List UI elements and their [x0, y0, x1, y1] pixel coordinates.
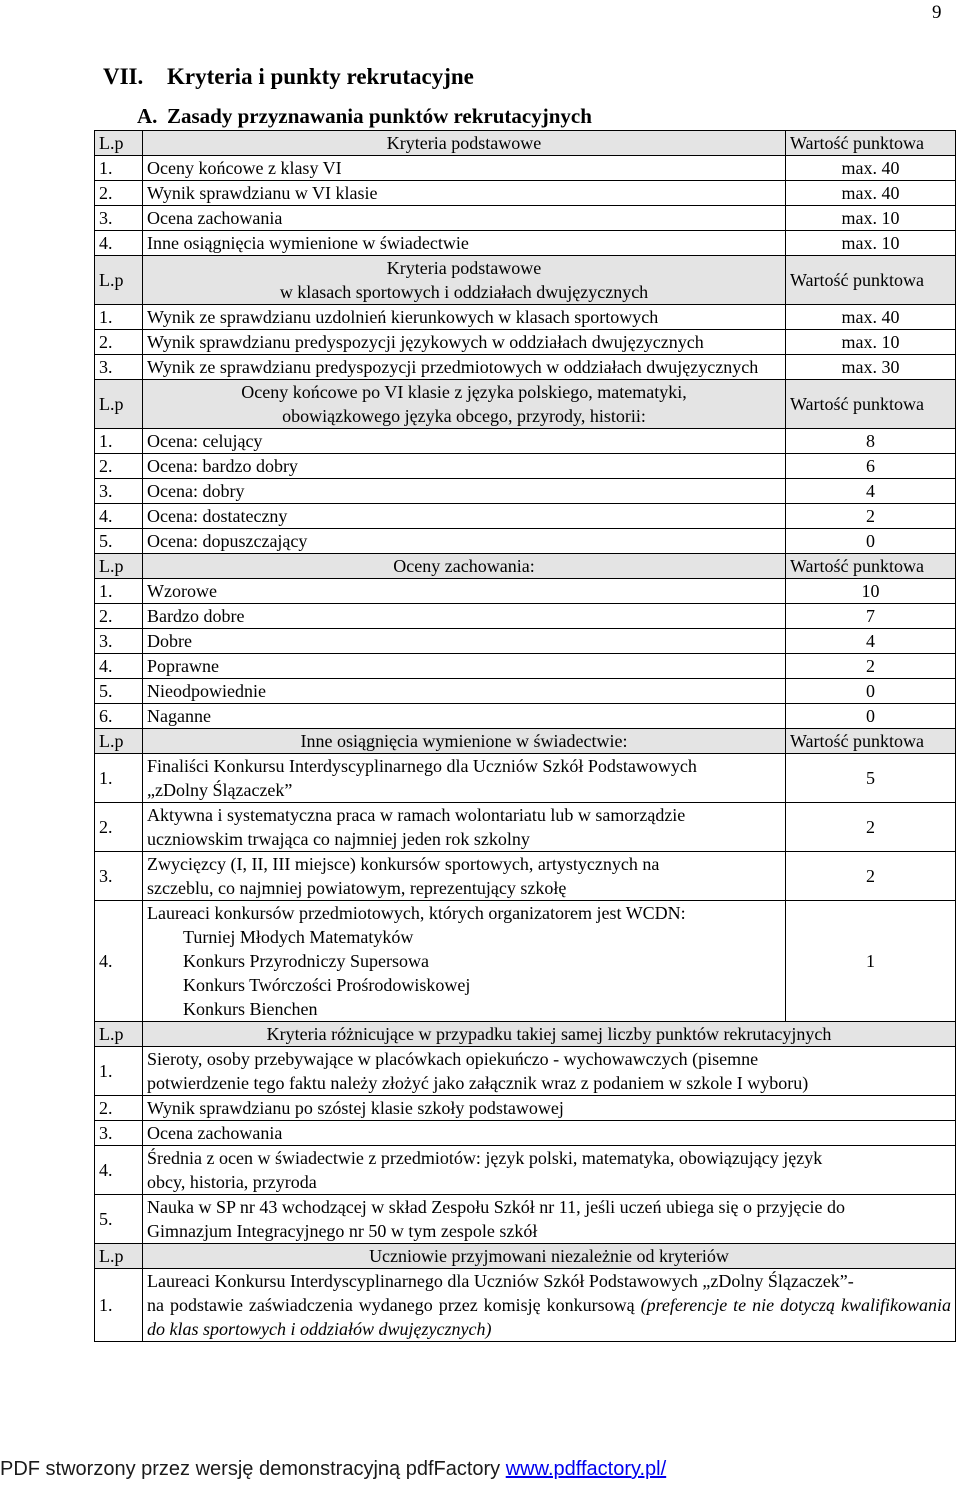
table-row [95, 754, 956, 803]
page-number: 9 [932, 2, 942, 23]
row-value: 2 [786, 504, 956, 529]
lp-header: L.p [95, 729, 143, 754]
row-value: 1 [786, 901, 956, 1022]
value-header: Wartość punktowa [786, 131, 956, 156]
row-label [143, 1047, 956, 1096]
header-row [95, 554, 956, 579]
row-label: Naganne [143, 704, 786, 729]
row-label: Inne osiągnięcia wymienione w świadectwie [143, 231, 786, 256]
header-row [95, 131, 956, 156]
table-row [95, 1195, 956, 1244]
row-number: 5. [95, 679, 143, 704]
row-number: 4. [95, 1146, 143, 1195]
table-row [95, 529, 956, 554]
row-label [143, 1146, 956, 1195]
row-value: 6 [786, 454, 956, 479]
table-row [95, 704, 956, 729]
row-number: 3. [95, 852, 143, 901]
row-label: Bardzo dobre [143, 604, 786, 629]
criteria-table [94, 130, 956, 1342]
table-row [95, 654, 956, 679]
row-number: 4. [95, 654, 143, 679]
row-number: 4. [95, 231, 143, 256]
lp-header: L.p [95, 131, 143, 156]
section-number: A. [137, 104, 158, 128]
row-label: Dobre [143, 629, 786, 654]
row-label [143, 1269, 956, 1342]
header-row [95, 729, 956, 754]
lp-header: L.p [95, 1022, 143, 1047]
row-label-line: Zwycięzcy (I, II, III miejsce) konkursów sportowych, artystycznych na [147, 854, 660, 874]
row-label: Ocena: bardzo dobry [143, 454, 786, 479]
criteria-header: Oceny zachowania: [143, 554, 786, 579]
row-value: max. 40 [786, 305, 956, 330]
criteria-header: Kryteria podstawowe [143, 131, 786, 156]
lp-header: L.p [95, 554, 143, 579]
table-row [95, 305, 956, 330]
section-heading [137, 104, 592, 129]
row-label-line: Aktywna i systematyczna praca w ramach wolontariatu lub w samorządzie [147, 805, 686, 825]
table-row [95, 206, 956, 231]
row-label: Nieodpowiednie [143, 679, 786, 704]
footer-text: PDF stworzony przez wersję demonstracyjną pdfFactory [0, 1458, 506, 1480]
lp-header: L.p [95, 1244, 143, 1269]
table-row [95, 1096, 956, 1121]
table-row [95, 1121, 956, 1146]
value-header: Wartość punktowa [786, 729, 956, 754]
row-number: 5. [95, 529, 143, 554]
row-label-line: Nauka w SP nr 43 wchodzącej w skład Zespołu Szkół nr 11, jeśli uczeń ubiega się o przyjęcie do [147, 1197, 845, 1217]
row-label: Wynik sprawdzianu predyspozycji językowych w oddziałach dwujęzycznych [143, 330, 786, 355]
chapter-heading [103, 64, 474, 90]
header-row [95, 380, 956, 429]
row-number: 4. [95, 504, 143, 529]
row-value: 2 [786, 852, 956, 901]
row-label: Wzorowe [143, 579, 786, 604]
row-value: max. 10 [786, 330, 956, 355]
row-label [143, 803, 786, 852]
value-header: Wartość punktowa [786, 554, 956, 579]
table-row [95, 604, 956, 629]
lp-header: L.p [95, 380, 143, 429]
row-label: Ocena: dopuszczający [143, 529, 786, 554]
row-label-line: Ocena zachowania [147, 1123, 283, 1143]
row-label [143, 852, 786, 901]
row-value: max. 10 [786, 231, 956, 256]
row-label [143, 1096, 956, 1121]
row-value: max. 30 [786, 355, 956, 380]
header-row [95, 1244, 956, 1269]
row-number: 1. [95, 429, 143, 454]
row-label-line: na podstawie zaświadczenia wydanego przez komisję konkursową [147, 1295, 635, 1315]
row-label-line: Sieroty, osoby przebywające w placówkach opiekuńczo - wychowawczych (pisemne [147, 1049, 759, 1069]
table-row [95, 454, 956, 479]
header-line: Oceny końcowe po VI klasie z języka polskiego, matematyki, [241, 382, 687, 402]
table-row [95, 803, 956, 852]
contest-item: Konkurs Bienchen [183, 999, 318, 1019]
table-row [95, 156, 956, 181]
criteria-header [143, 256, 786, 305]
row-value: 2 [786, 654, 956, 679]
table-row [95, 579, 956, 604]
header-line: obowiązkowego języka obcego, przyrody, historii: [282, 406, 646, 426]
row-number: 6. [95, 704, 143, 729]
section-title: Zasady przyznawania punktów rekrutacyjnych [167, 104, 592, 128]
row-number: 5. [95, 1195, 143, 1244]
row-number: 2. [95, 330, 143, 355]
table-row [95, 504, 956, 529]
value-header: Wartość punktowa [786, 256, 956, 305]
row-label: Ocena zachowania [143, 206, 786, 231]
row-note: (preferencje te nie dotyczą kwalifikowania do klas sportowych i oddziałów dwujęzycznych) [147, 1295, 952, 1339]
row-value: 0 [786, 679, 956, 704]
row-label: Wynik ze sprawdzianu uzdolnień kierunkowych w klasach sportowych [143, 305, 786, 330]
row-number: 2. [95, 604, 143, 629]
table-row [95, 429, 956, 454]
table-row [95, 1146, 956, 1195]
pdf-footer [0, 1458, 666, 1481]
row-value: 4 [786, 629, 956, 654]
table-row [95, 852, 956, 901]
table-row [95, 231, 956, 256]
row-number: 2. [95, 454, 143, 479]
row-number: 2. [95, 181, 143, 206]
row-label [143, 1121, 956, 1146]
row-number: 2. [95, 803, 143, 852]
header-line: w klasach sportowych i oddziałach dwujęzycznych [279, 282, 649, 302]
row-label-line: Finaliści Konkursu Interdyscyplinarnego dla Uczniów Szkół Podstawowych [147, 756, 697, 776]
row-value: 0 [786, 529, 956, 554]
row-value: 4 [786, 479, 956, 504]
table-row [95, 1047, 956, 1096]
value-header: Wartość punktowa [786, 380, 956, 429]
row-label-line: Laureaci Konkursu Interdyscyplinarnego dla Uczniów Szkół Podstawowych „zDolny Ślązaczek”- [147, 1271, 854, 1291]
row-label-line: Średnia z ocen w świadectwie z przedmiotów: język polski, matematyka, obowiązujący język [147, 1148, 823, 1168]
row-number: 1. [95, 1047, 143, 1096]
criteria-header: Inne osiągnięcia wymienione w świadectwie: [143, 729, 786, 754]
row-value: max. 40 [786, 181, 956, 206]
table-row [95, 181, 956, 206]
row-number: 4. [95, 901, 143, 1022]
criteria-header: Kryteria różnicujące w przypadku takiej samej liczby punktów rekrutacyjnych [143, 1022, 956, 1047]
table-row [95, 679, 956, 704]
row-label-line: szczeblu, co najmniej powiatowym, reprezentujący szkołę [147, 878, 567, 898]
table-row [95, 901, 956, 1022]
row-number: 2. [95, 1096, 143, 1121]
criteria-header: Uczniowie przyjmowani niezależnie od kryteriów [143, 1244, 956, 1269]
contest-item: Konkurs Przyrodniczy Supersowa [183, 951, 429, 971]
row-value: 5 [786, 754, 956, 803]
row-number: 1. [95, 579, 143, 604]
row-label: Oceny końcowe z klasy VI [143, 156, 786, 181]
row-number: 3. [95, 1121, 143, 1146]
row-number: 3. [95, 629, 143, 654]
header-row [95, 256, 956, 305]
row-label: Ocena: celujący [143, 429, 786, 454]
row-number: 3. [95, 206, 143, 231]
row-label: Ocena: dostateczny [143, 504, 786, 529]
row-value: 8 [786, 429, 956, 454]
criteria-header [143, 380, 786, 429]
row-label-line: potwierdzenie tego faktu należy złożyć jako załącznik wraz z podaniem w szkole I wyboru) [147, 1073, 809, 1093]
table-row [95, 330, 956, 355]
row-label-line: Gimnazjum Integracyjnego nr 50 w tym zespole szkół [147, 1221, 538, 1241]
row-label-line: uczniowskim trwająca co najmniej jeden rok szkolny [147, 829, 530, 849]
row-value: 0 [786, 704, 956, 729]
row-value: max. 10 [786, 206, 956, 231]
row-label [143, 754, 786, 803]
row-label: Poprawne [143, 654, 786, 679]
row-label-line: „zDolny Ślązaczek” [147, 780, 293, 800]
row-value: 10 [786, 579, 956, 604]
header-line: Kryteria podstawowe [386, 258, 542, 278]
row-number: 1. [95, 754, 143, 803]
row-label: Wynik sprawdzianu w VI klasie [143, 181, 786, 206]
header-row [95, 1022, 956, 1047]
row-value: 2 [786, 803, 956, 852]
contest-item: Turniej Młodych Matematyków [183, 927, 414, 947]
row-label-line: Wynik sprawdzianu po szóstej klasie szkoły podstawowej [147, 1098, 564, 1118]
table-row [95, 1269, 956, 1342]
row-number: 1. [95, 156, 143, 181]
lp-header: L.p [95, 256, 143, 305]
row-value: 7 [786, 604, 956, 629]
table-row [95, 629, 956, 654]
table-row [95, 479, 956, 504]
chapter-title: Kryteria i punkty rekrutacyjne [167, 64, 474, 89]
row-label: Wynik ze sprawdzianu predyspozycji przedmiotowych w oddziałach dwujęzycznych [143, 355, 786, 380]
contest-item: Konkurs Twórczości Prośrodowiskowej [183, 975, 471, 995]
row-number: 3. [95, 355, 143, 380]
row-label [143, 901, 786, 1022]
row-number: 1. [95, 305, 143, 330]
row-label-line: Laureaci konkursów przedmiotowych, których organizatorem jest WCDN: [147, 903, 686, 923]
row-label-line: obcy, historia, przyroda [147, 1172, 317, 1192]
row-number: 1. [95, 1269, 143, 1342]
footer-link[interactable]: www.pdffactory.pl/ [505, 1458, 667, 1480]
table-row [95, 355, 956, 380]
chapter-number: VII. [103, 64, 144, 89]
row-number: 3. [95, 479, 143, 504]
row-label: Ocena: dobry [143, 479, 786, 504]
row-value: max. 40 [786, 156, 956, 181]
row-label [143, 1195, 956, 1244]
